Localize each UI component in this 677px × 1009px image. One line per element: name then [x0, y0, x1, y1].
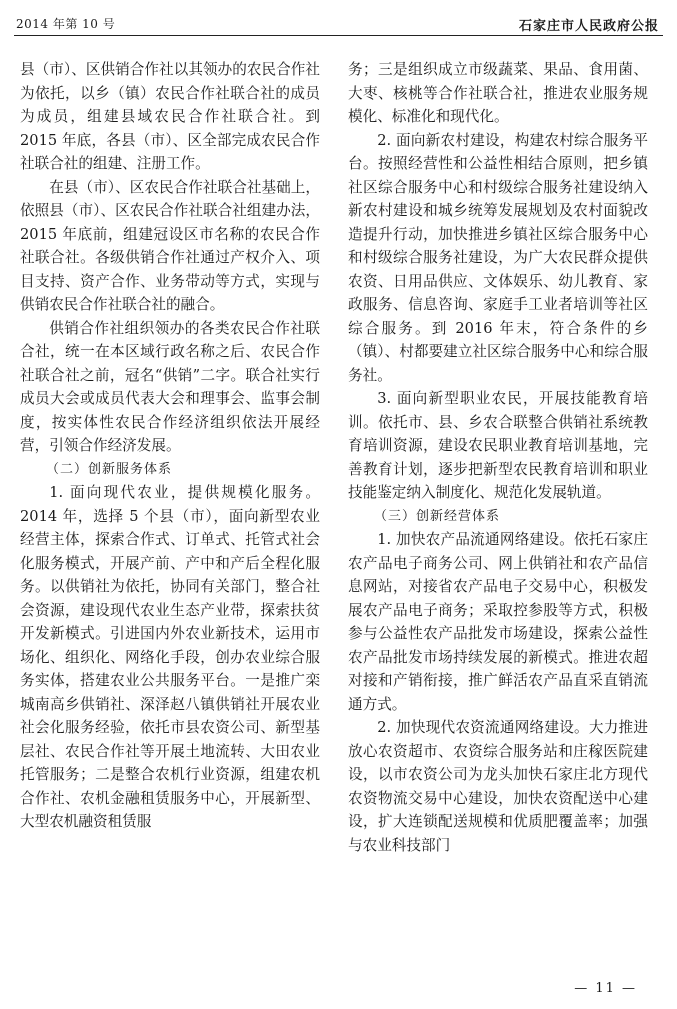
page-header [14, 13, 663, 36]
paragraph: 2. 加快现代农资流通网络建设。大力推进放心农资超市、农资综合服务站和庄稼医院建设，以市农资公司为龙头加快石家庄北方现代农资物流交易中心建设，加快农资配送中心建设，扩大连锁配送规模和优质肥覆盖率；加强与农业科技部门 [348, 719, 648, 854]
left-column [20, 58, 320, 834]
issue-label: 2014 年第 10 号 [16, 17, 116, 31]
page-number: — 11 — [574, 981, 637, 996]
paragraph: 供销合作社组织领办的各类农民合作社联合社，统一在本区域行政名称之后、农民合作社联合社之前，冠名“供销”二字。联合社实行成员大会或成员代表大会和理事会、监事会制度，按实体性农民合作经济组织依法开展经营，引领合作经济发展。 [20, 319, 320, 454]
paragraph: 在县（市）、区农民合作社联合社基础上，依照县（市）、区农民合作社联合社组建办法，2015 年底前，组建冠设区市名称的农民合作社联合社。各级供销合作社通过产权介入、项目支持、资产合作、业务带动等方式，实现与供销农民合作社联合社的融合。 [20, 178, 320, 313]
paragraph: 务；三是组织成立市级蔬菜、果品、食用菌、大枣、核桃等合作社联合社，推进农业服务规模化、标准化和现代化。 [348, 61, 648, 125]
section-heading: （三）创新经营体系 [374, 508, 501, 524]
paragraph: 1. 面向现代农业，提供规模化服务。2014 年，选择 5 个县（市），面向新型农业经营主体，探索合作式、订单式、托管式社会化服务模式，开展产前、产中和产后全程化服务。以供销社为依托，协同有关部门，整合社会资源，建设现代农业生态产业带，探索扶贫开发新模式。引进国内外农业新技术，运用市场化、组织化、网络化手段，创办农业综合服务实体，搭建农业公共服务平台。一是推广栾城南高乡供销社、深泽赵八镇供销社开展农业社会化服务经验，依托市县农资公司、新型基层社、农民合作社等开展土地流转、大田农业托管服务；二是整合农机行业资源，组建农机合作社、农机金融租赁服务中心，开展新型、大型农机融资租赁服 [20, 484, 320, 830]
paragraph: 1. 加快农产品流通网络建设。依托石家庄农产品电子商务公司、网上供销社和农产品信息网站，对接省农产品电子交易中心，积极发展农产品电子商务；采取控参股等方式，积极参与公益性农产品批发市场建设，探索公益性农产品批发市场持续发展的新模式。推进农超对接和产销衔接，推广鲜活农产品直采直销流通方式。 [348, 531, 648, 713]
paragraph: 2. 面向新农村建设，构建农村综合服务平台。按照经营性和公益性相结合原则，把乡镇社区综合服务中心和村级综合服务社建设纳入新农村建设和城乡统筹发展规划及农村面貌改造提升行动，加快推进乡镇社区综合服务中心和村级综合服务社建设，为广大农民群众提供农资、日用品供应、文体娱乐、幼儿教育、家政服务、信息咨询、家庭手工业者培训等社区综合服务。到 2016 年末，符合条件的乡（镇）、村都要建立社区综合服务中心和综合服务社。 [348, 131, 648, 384]
right-column [348, 58, 648, 857]
paragraph: 3. 面向新型职业农民，开展技能教育培训。依托市、县、乡农合联整合供销社系统教育培训资源，建设农民职业教育培训基地，完善教育计划，逐步把新型农民教育培训和职业技能鉴定纳入制度化、规范化发展轨道。 [348, 390, 648, 501]
paragraph: 县（市）、区供销合作社以其领办的农民合作社为依托，以乡（镇）农民合作社联合社的成员为成员，组建县域农民合作社联合社。到 2015 年底，各县（市）、区全部完成农民合作社联合社的组建、注册工作。 [20, 61, 320, 172]
publication-title: 石家庄市人民政府公报 [518, 19, 659, 34]
section-heading: （二）创新服务体系 [46, 461, 173, 477]
